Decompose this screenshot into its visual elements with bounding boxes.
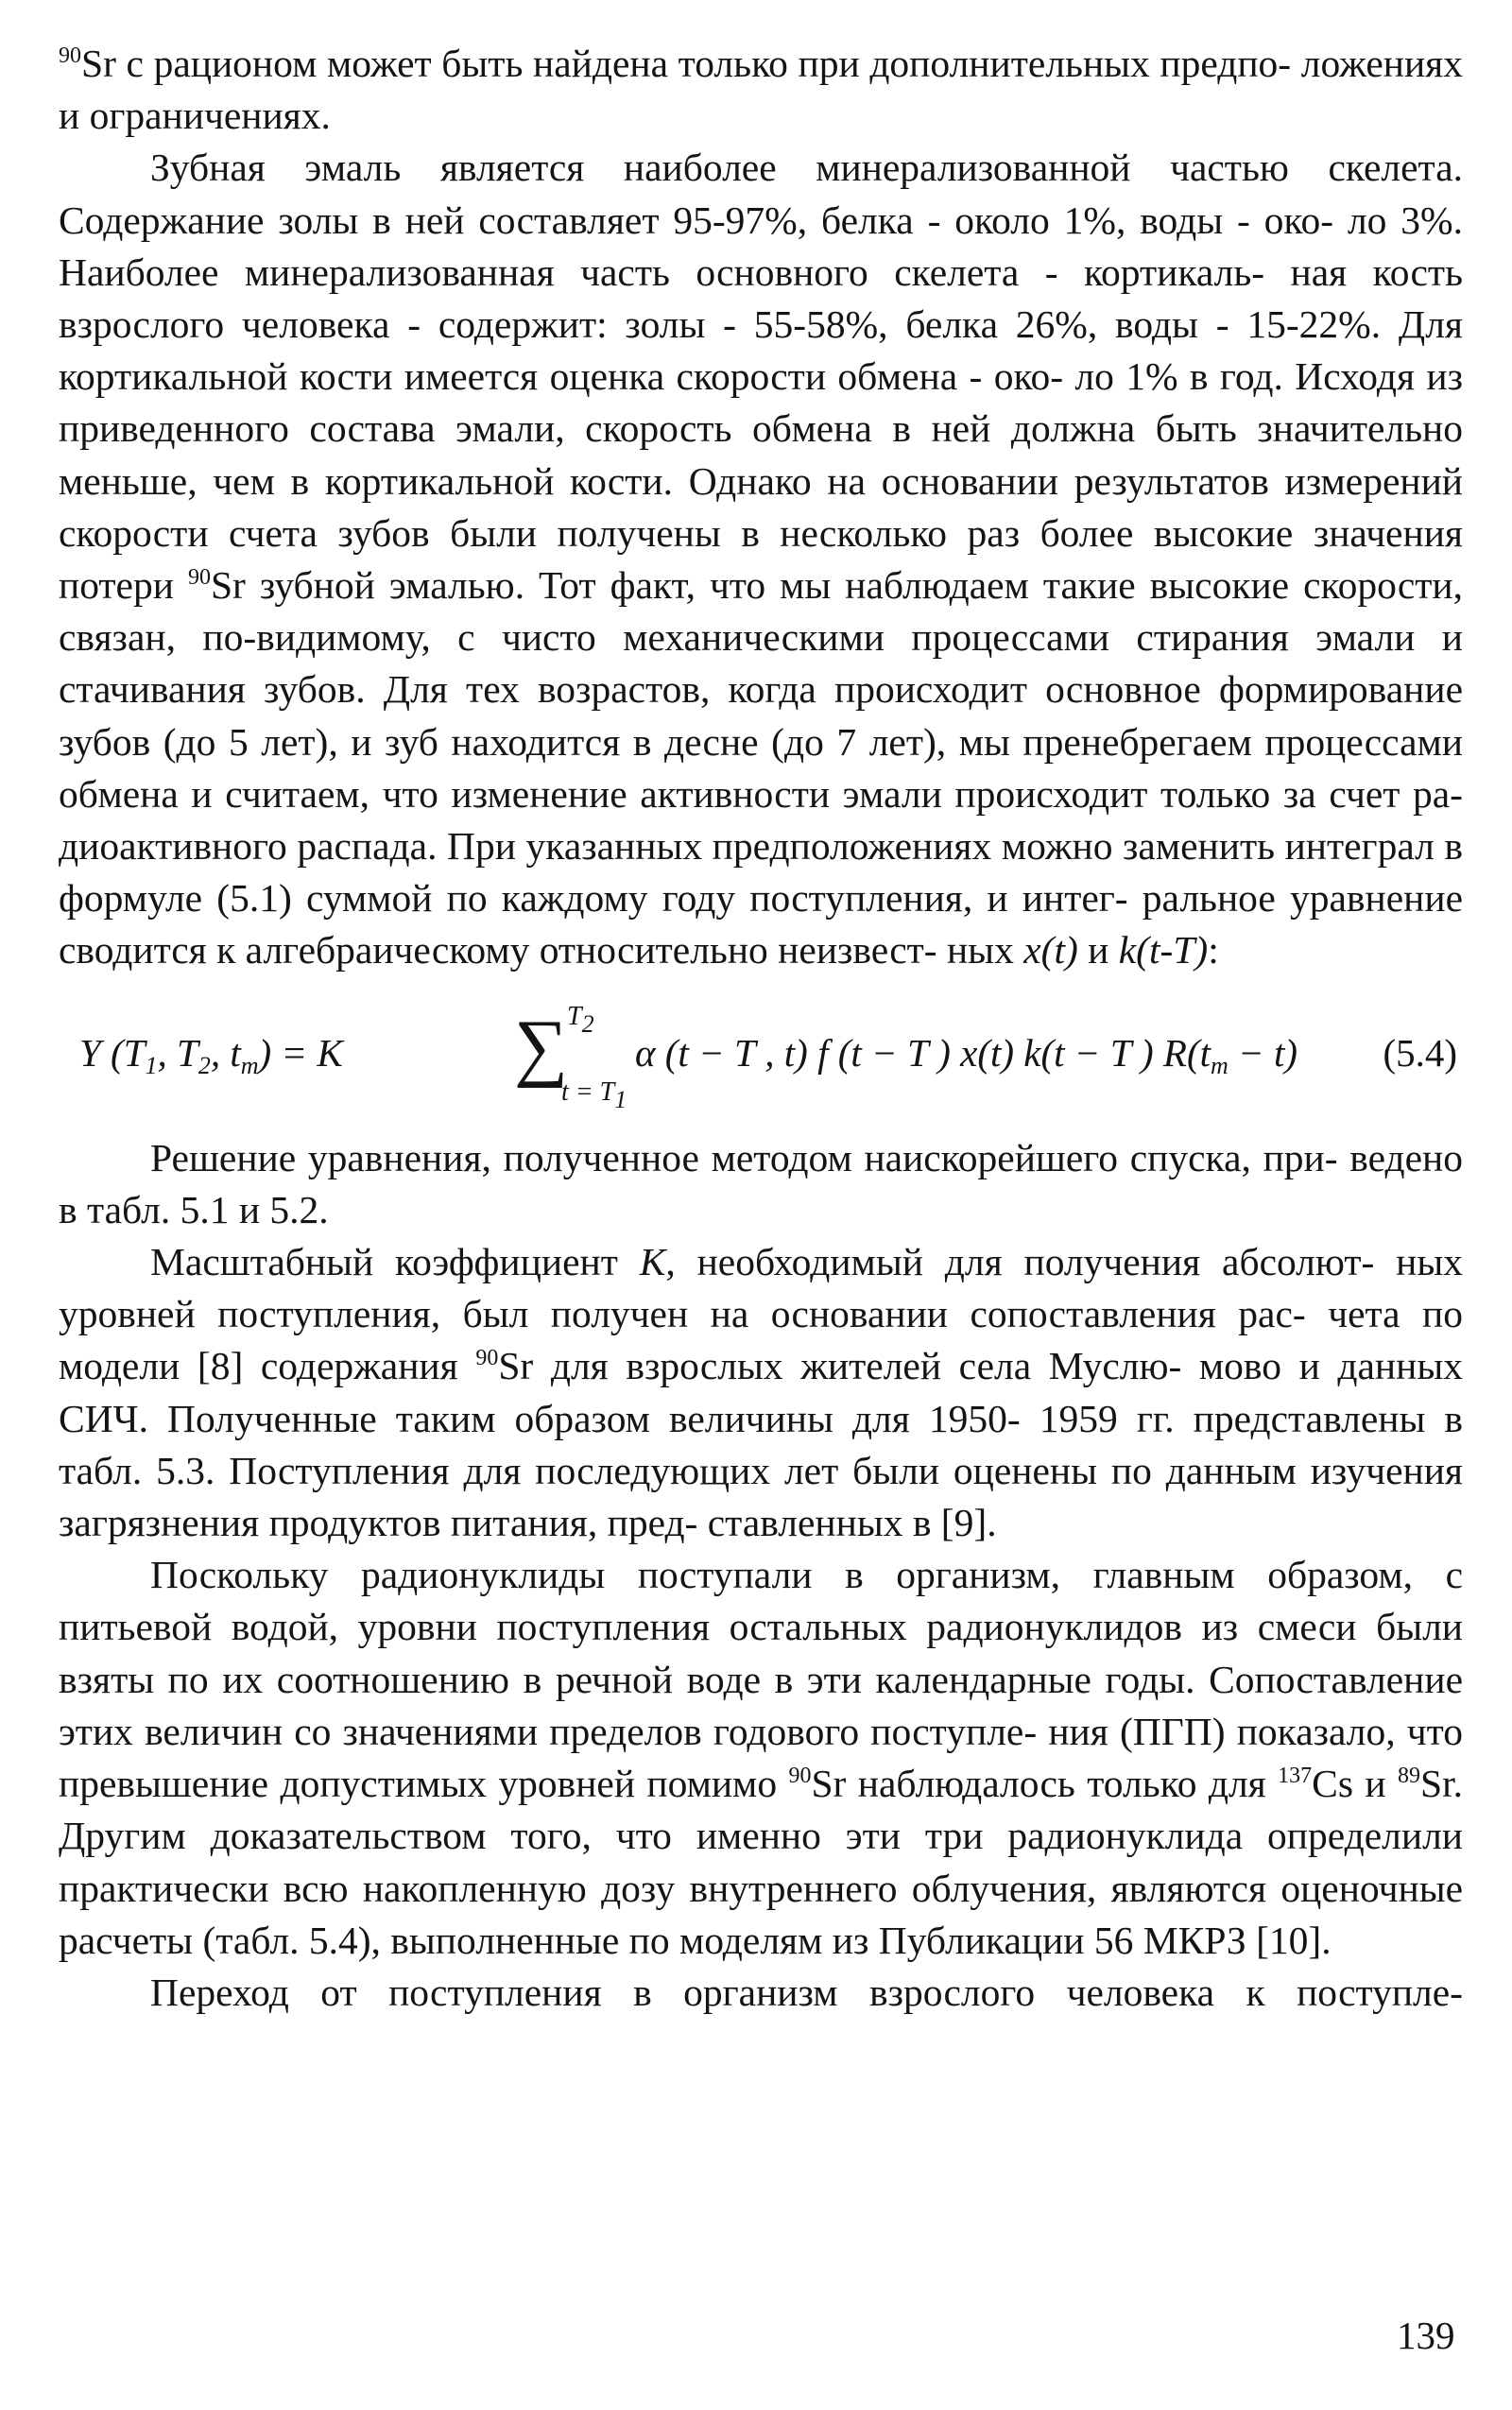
paragraph-2 — [59, 1132, 1463, 1236]
paragraph-text: , необходимый для получения абсолют- ных уровней поступления, был получен на основании сопоставления рас- чета по модели [8] содержания — [59, 1240, 1463, 1388]
variable-K: K — [639, 1240, 666, 1284]
paragraph-text: Поскольку радионуклиды поступали в организм, главным образом, с питьевой водой, уровни поступления остальных радионуклидов из смеси были взяты по их соотношению в речной воде в эти календарные годы. Сопоставление этих величин со значениями пределов годового поступле- ния (ПГП) показало, что превышение допустимых уровней помимо — [59, 1553, 1463, 1806]
paragraph-text: и — [1077, 928, 1119, 973]
eq-sub: 2 — [581, 1009, 594, 1038]
paragraph-text: Cs и — [1312, 1762, 1398, 1806]
text-block — [59, 38, 1463, 2019]
summation-upper-limit — [567, 1001, 594, 1038]
paragraph-5 — [59, 1967, 1463, 2019]
variable-k-t-T: k(t-T) — [1118, 928, 1209, 973]
equation-rhs — [635, 1030, 1298, 1079]
eq-sub: m — [1211, 1051, 1228, 1079]
isotope-superscript: 90 — [475, 1346, 499, 1371]
paragraph-text: Sr зубной эмалью. Тот факт, что мы наблюдаем такие высокие скорости, связан, по-видимому, с чисто механическими процессами стирания эмали и стачивания зубов. Для тех возрастов, когда происходит основное формирование зубов (до 5 лет), и зуб находится в десне (до 7 лет), мы пренебрегаем процессами обмена и считаем, что изменение активности эмали происходит только за счет ра- диоактивного распада. При указанных предположениях можно заменить интеграл в формуле (5.1) суммой по каждому году поступления, и интег- ральное уравнение сводится к алгебраическому относительно неизвест- ных — [59, 563, 1463, 973]
eq-sub: 1 — [614, 1085, 627, 1113]
paragraph-text: Переход от поступления в организм взрослого человека к поступле- — [150, 1970, 1463, 2014]
eq-text: , T — [157, 1030, 198, 1075]
eq-sub: 1 — [145, 1051, 158, 1079]
paragraph-3 — [59, 1236, 1463, 1549]
isotope-superscript: 90 — [788, 1764, 812, 1789]
paragraph-text: Решение уравнения, полученное методом наискорейшего спуска, при- ведено в табл. 5.1 и 5.2. — [59, 1135, 1463, 1231]
eq-text: α (t − T , t) f (t − T ) x(t) k(t − T ) R(t — [635, 1030, 1211, 1075]
eq-text: T — [567, 1001, 582, 1031]
eq-text: ) = K — [258, 1030, 343, 1075]
isotope-superscript: 90 — [187, 565, 211, 591]
paragraph-text: Масштабный коэффициент — [150, 1240, 640, 1284]
equation-number: (5.4) — [1383, 1030, 1457, 1075]
page-number: 139 — [1397, 2314, 1455, 2357]
paragraph-4 — [59, 1549, 1463, 1967]
eq-text: Y (T — [79, 1030, 146, 1075]
paragraph-text: Sr. Другим доказательством того, что именно эти три радионуклида определили практически всю накопленную дозу внутреннего облучения, являются оценочные расчеты (табл. 5.4), выполненные по моделям из Публикации 56 МКРЗ [10]. — [59, 1762, 1463, 1962]
variable-x-t: x(t) — [1023, 928, 1078, 973]
eq-text: , t — [210, 1030, 241, 1075]
paragraph-1 — [59, 142, 1463, 976]
paragraph-0 — [59, 38, 1463, 142]
isotope-superscript: 89 — [1398, 1764, 1420, 1789]
paragraph-text: : — [1208, 928, 1219, 973]
paragraph-text: Sr с рационом может быть найдена только при дополнительных предпо- ложениях и ограничениях. — [59, 42, 1463, 138]
summation-sign: ∑ — [514, 1005, 569, 1089]
summation-lower-limit — [561, 1076, 627, 1113]
eq-sub: m — [240, 1051, 259, 1079]
eq-text: − t) — [1228, 1030, 1298, 1075]
eq-sub: 2 — [198, 1051, 211, 1079]
isotope-superscript: 90 — [59, 43, 81, 68]
equation-5-4 — [59, 981, 1463, 1132]
page-body — [59, 38, 1463, 2019]
paragraph-text: Sr наблюдалось только для — [811, 1762, 1279, 1806]
paragraph-text: Sr для взрослых жителей села Муслю- мово и данных СИЧ. Полученные таким образом величины для 1950- 1959 гг. представлены в табл. 5.3. Поступления для последующих лет были оценены по данным изучения загрязнения продуктов питания, пред- ставленных в [9]. — [59, 1344, 1463, 1545]
paragraph-text: Зубная эмаль является наиболее минерализованной частью скелета. Содержание золы в ней составляет 95-97%, белка - около 1%, воды - око- ло 3%. Наиболее минерализованная часть основного скелета - кортикаль- ная кость взрослого человека - содержит: золы - 55-58%, белка 26%, воды - 15-22%. Для кортикальной кости имеется оценка скорости обмена - око- ло 1% в год. Исходя из приведенного состава эмали, скорость обмена в ней должна быть значительно меньше, чем в кортикальной кости. Однако на основании результатов измерений скорости счета зубов были получены в несколько раз более высокие значения потери — [59, 146, 1463, 608]
eq-text: t = T — [561, 1076, 615, 1107]
isotope-superscript: 137 — [1278, 1764, 1313, 1789]
equation-lhs — [79, 1030, 343, 1079]
